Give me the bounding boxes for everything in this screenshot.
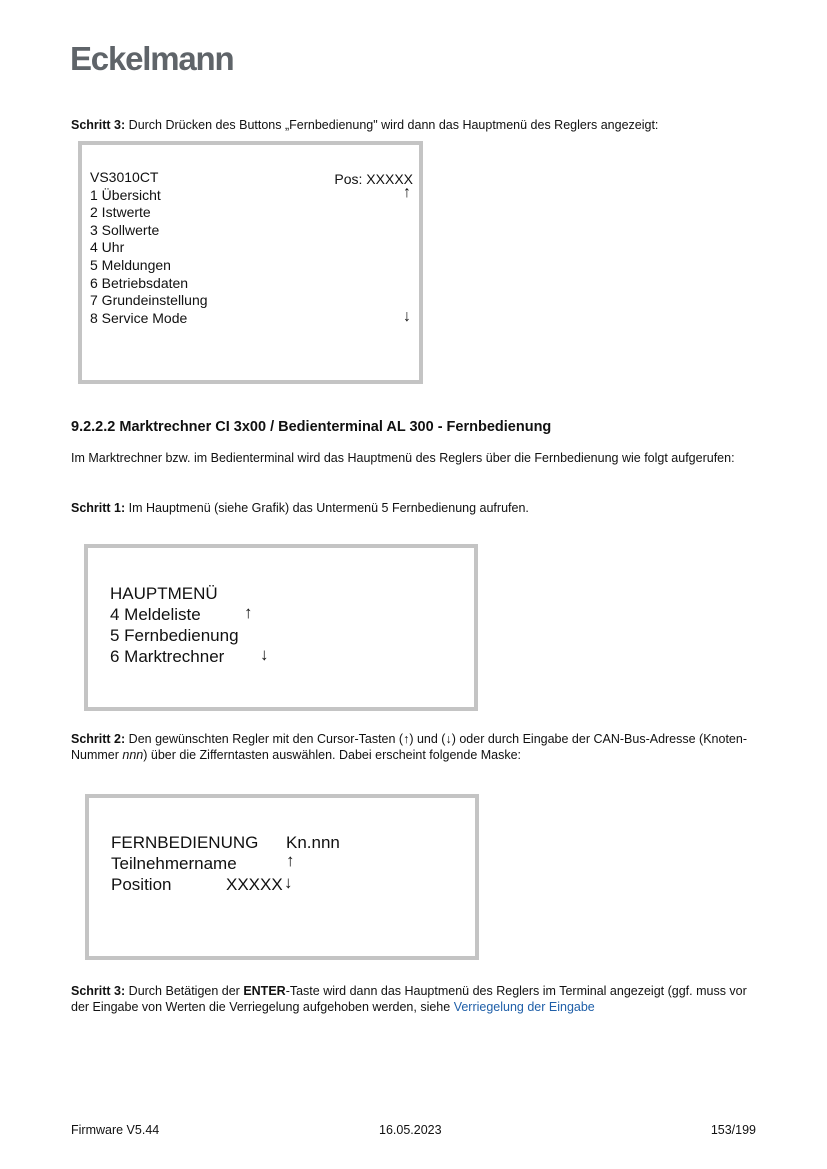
step-label: Schritt 2: [71,732,126,746]
step-text: Durch Drücken des Buttons „Fernbedienung" wird dann das Hauptmenü des Reglers angezeigt: [125,118,659,132]
menu-item: 2 Istwerte [90,204,151,221]
position-label: Position [111,875,172,894]
menu-item: 5 Fernbedienung [110,626,239,645]
step1-paragraph [71,500,761,516]
screen-title: HAUPTMENÜ [110,584,218,603]
step-text: Den gewünschten Regler mit den Cursor-Tasten (↑) und (↓) oder durch Eingabe der CAN-Bus-Adresse (Knoten-Nummer [71,732,748,762]
arrow-down-icon: ↓ [284,873,293,892]
menu-item: 8 Service Mode [90,309,188,326]
participant-name: Teilnehmername [111,854,237,873]
screen-title: FERNBEDIENUNG [111,833,259,852]
position-value: XXXXX [226,875,283,894]
arrow-down-icon: ↓ [403,308,411,325]
menu-item: 6 Betriebsdaten [90,274,189,291]
step-label: Schritt 1: [71,501,126,515]
step3-enter-paragraph [71,983,761,1015]
step-text: Im Hauptmenü (siehe Grafik) das Untermenü 5 Fernbedienung aufrufen. [125,501,529,515]
arrow-up-icon: ↑ [403,184,411,201]
menu-item: 7 Grundeinstellung [90,292,208,309]
main-menu-screen [84,544,478,711]
node-number: Kn.nnn [286,833,340,852]
menu-item: 5 Meldungen [90,257,171,273]
menu-item: 1 Übersicht [90,186,161,203]
arrow-down-icon: ↓ [260,645,269,664]
position-readout: Pos: XXXXX [334,171,413,187]
arrow-up-icon: ↑ [286,851,295,870]
node-number-text: nnn [122,748,144,762]
enter-key-text: ENTER [243,984,286,998]
arrow-up-icon: ↑ [244,603,253,622]
locking-input-link[interactable]: Verriegelung der Eingabe [453,1000,595,1014]
menu-item: 4 Meldeliste [110,605,201,624]
step-text: -Taste wird dann das Hauptmenü des Reglers im Terminal angezeigt (ggf. muss vor der Eingabe von Werten die Verriegelung aufgehoben werden, siehe [71,984,747,1014]
section-heading: 9.2.2.2 Marktrechner CI 3x00 / Bedienterminal AL 300 - Fernbedienung [71,419,552,435]
step-text: Durch Betätigen der [125,984,244,998]
step3-intro-paragraph [71,117,761,133]
menu-item: 3 Sollwerte [90,221,160,238]
intro-paragraph: Im Marktrechner bzw. im Bedienterminal wird das Hauptmenü des Reglers über die Fernbedienung wie folgt aufgerufen: [71,451,735,465]
eckelmann-logo: Eckelmann [70,40,234,77]
step-text: ) über die Zifferntasten auswählen. Dabei erscheint folgende Maske: [143,748,522,762]
menu-item: 6 Marktrechner [110,647,225,666]
menu-item: 4 Uhr [90,239,125,256]
step2-paragraph [71,731,761,763]
step-label: Schritt 3: [71,984,126,998]
step-label: Schritt 3: [71,118,126,132]
remote-control-screen [85,794,479,960]
footer-firmware: Firmware V5.44 [71,1123,160,1137]
footer-page-number: 153/199 [710,1123,756,1137]
screen-title: VS3010CT [90,169,159,185]
controller-main-menu-screen [78,141,423,384]
footer-date: 16.05.2023 [379,1123,442,1137]
